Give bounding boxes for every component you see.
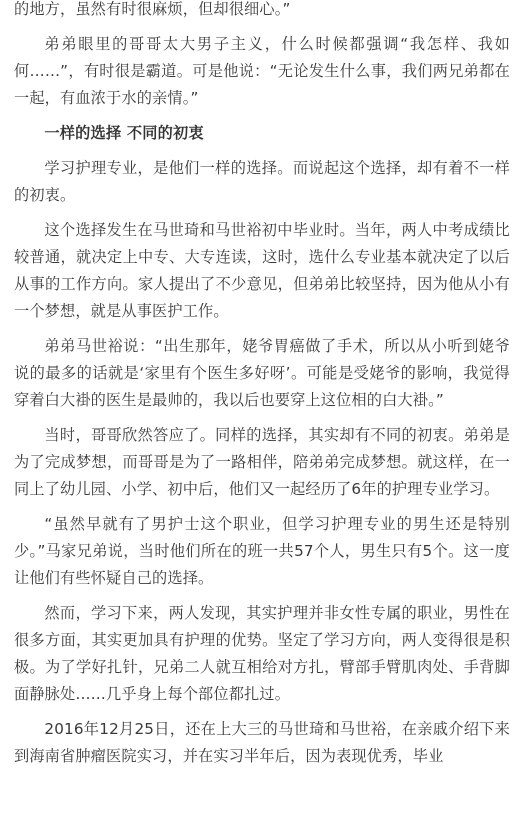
section-heading: 一样的选择 不同的初衷 <box>44 124 204 142</box>
paragraph-internship: 2016年12月25日，还在上大三的马世琦和马世裕，在亲戚介绍下来到海南省肿瘤医院实习，并在实习半年后，因为表现优秀，毕业 <box>14 720 510 765</box>
paragraph-brothers-view: 弟弟眼里的哥哥太大男子主义，什么时候都强调“我怎样、我如何……”，有时很是霸道。可是他说：“无论发生什么事，我们两兄弟都在一起，有血浓于水的亲情。” <box>14 35 510 107</box>
paragraph-choice: 学习护理专业，是他们一样的选择。而说起这个选择，却有着不一样的初衷。 <box>14 159 510 204</box>
paragraph-gap <box>14 592 510 600</box>
paragraph-gap <box>14 503 510 511</box>
paragraph-gap <box>14 209 510 217</box>
paragraph-younger-brother-quote: 弟弟马世裕说：“出生那年，姥爷胃癌做了手术，所以从小听到姥爷说的最多的话就是‘家里有个医生多好呀’。可能是受姥爷的影响，我觉得穿着白大褂的医生是最帅的，我以后也要穿上这位相的白大褂。” <box>14 337 510 409</box>
paragraph-graduation: 这个选择发生在马世琦和马世裕初中毕业时。当年，两人中考成绩比较普通，就决定上中专、大专连读，这时，选什么专业基本就决定了以后从事的工作方向。家人提出了不少意见，但弟弟比较坚持，因为他从小有一个梦想，就是从事医护工作。 <box>14 221 510 320</box>
paragraph-older-brother: 当时，哥哥欣然答应了。同样的选择，其实却有不同的初衷。弟弟是为了完成梦想，而哥哥是为了一路相伴，陪弟弟完成梦想。就这样，在一同上了幼儿园、小学、初中后，他们又一起经历了6年的护理专业学习。 <box>14 426 510 498</box>
paragraph-gap <box>14 23 510 31</box>
paragraph-gap <box>14 112 510 120</box>
paragraph-gap <box>14 708 510 716</box>
paragraph-gap <box>14 147 510 155</box>
paragraph-gap <box>14 414 510 422</box>
paragraph-intro-fragment: 的地方，虽然有时很麻烦，但却很细心。” <box>14 0 291 18</box>
paragraph-gap <box>14 325 510 333</box>
paragraph-male-nurses: “虽然早就有了男护士这个职业，但学习护理专业的男生还是特别少。”马家兄弟说，当时他们所在的班一共57个人，男生只有5个。这一度让他们有些怀疑自己的选择。 <box>14 515 510 587</box>
paragraph-learning: 然而，学习下来，两人发现，其实护理并非女性专属的职业，男性在很多方面，其实更加具有护理的优势。坚定了学习方向，两人变得很是积极。为了学好扎针，兄弟二人就互相给对方扎，臂部手臂肌肉处、手背脚面静脉处……几乎身上每个部位都扎过。 <box>14 604 510 703</box>
